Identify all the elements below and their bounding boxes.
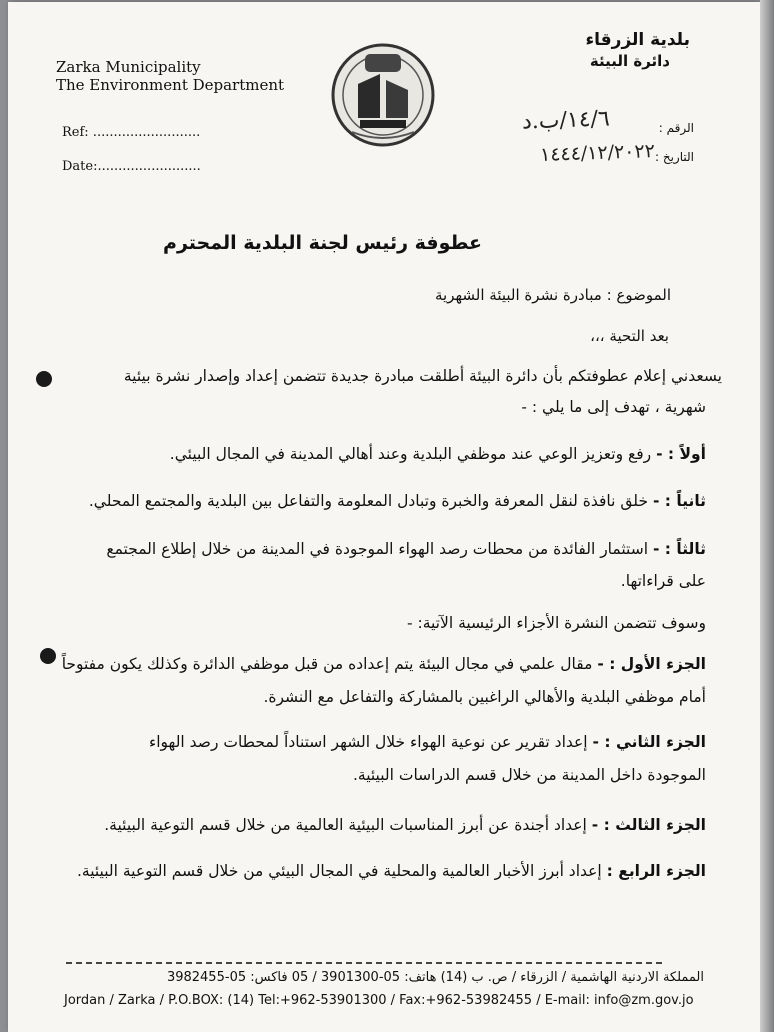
goal-1 [170,445,706,463]
part-4 [77,862,706,880]
org-name-ar: بلدية الزرقاء [585,30,690,50]
part-4-label: الجزء الرابع : [606,862,706,880]
part-3-label: الجزء الثالث : - [591,816,706,834]
part-2-label: الجزء الثاني : - [592,733,706,751]
date-label-en: Date:......................... [62,159,201,174]
goal-3-line-1 [106,540,706,558]
ref-handwritten: ١٤/٦/ب.د [521,106,611,135]
goal-2 [89,492,706,510]
part-1-line-1 [62,655,706,673]
org-name-en: Zarka Municipality [56,58,201,76]
intro-line-2: شهرية ، تهدف إلى ما يلي : - [521,398,706,416]
part-2-text-1: إعداد تقرير عن نوعية الهواء خلال الشهر استناداً لمحطات رصد الهواء [148,733,593,751]
part-3-text: إعداد أجندة عن أبرز المناسبات البيئية العالمية من خلال قسم التوعية البيئية. [104,816,592,834]
date-handwritten: ١٤٤٤/١٢/٢٠٢٢ [539,140,656,166]
ref-label-ar: الرقم : [658,121,694,135]
part-3 [104,816,706,834]
paper-edge [760,0,774,1032]
dept-name-ar: دائرة البيئة [589,52,670,70]
part-1-text-2: أمام موظفي البلدية والأهالي الراغبين بالمشاركة والتفاعل مع النشرة. [263,688,706,706]
ref-label-en: Ref: .......................... [62,125,201,140]
goal-2-text: خلق نافذة لنقل المعرفة والخبرة وتبادل المعلومة والتفاعل بين البلدية والمجتمع المحلي. [88,492,653,510]
addressee-line: عطوفة رئيس لجنة البلدية المحترم [163,232,482,254]
part-2-text-2: الموجودة داخل المدينة من خلال قسم الدراسات البيئية. [352,766,706,784]
part-1-text-1: مقال علمي في مجال البيئة يتم إعداده من قبل موظفي الدائرة وكذلك يكون مفتوحاً [61,655,598,673]
part-1-label: الجزء الأول : - [597,655,706,673]
footer-divider [66,962,662,964]
part-2-line-1 [149,733,706,751]
intro-line-1: يسعدني إعلام عطوفتكم بأن دائرة البيئة أطلقت مبادرة جديدة تتضمن إعداد وإصدار نشرة بيئية [123,367,722,385]
greeting: بعد التحية ،،، [590,327,669,345]
goal-2-label: ثانياً : - [652,492,706,510]
goal-3-label: ثالثاً : - [652,540,706,558]
goal-3-text-2: على قراءاتها. [620,572,706,590]
part-4-text: إعداد أبرز الأخبار العالمية والمحلية في المجال البيئي من خلال قسم التوعية البيئية. [76,862,607,880]
punch-hole-mark [36,371,52,387]
footer-arabic: المملكة الاردنية الهاشمية / الزرقاء / ص. ب (14) هاتف: 05-3901300 / 05 فاكس: 05-3982455 [166,970,704,985]
goal-3-text-1: استثمار الفائدة من محطات رصد الهواء الموجودة في المدينة من خلال إطلاع المجتمع [106,540,653,558]
subject-line: الموضوع : مبادرة نشرة البيئة الشهرية [435,286,671,304]
parts-intro: وسوف تتضمن النشرة الأجزاء الرئيسية الآتية: - [406,614,706,632]
footer-english: Jordan / Zarka / P.O.BOX: (14) Tel:+962-53901300 / Fax:+962-53982455 / E-mail: info@zm.gov.jo [64,993,694,1008]
municipality-logo [328,40,438,150]
date-label-ar: التاريخ : [654,150,694,164]
goal-1-label: أولاً : - [656,445,706,463]
dept-name-en: The Environment Department [56,76,285,94]
goal-1-text: رفع وتعزيز الوعي عند موظفي البلدية وعند أهالي المدينة في المجال البيئي. [169,445,657,463]
punch-hole-mark [40,648,56,664]
